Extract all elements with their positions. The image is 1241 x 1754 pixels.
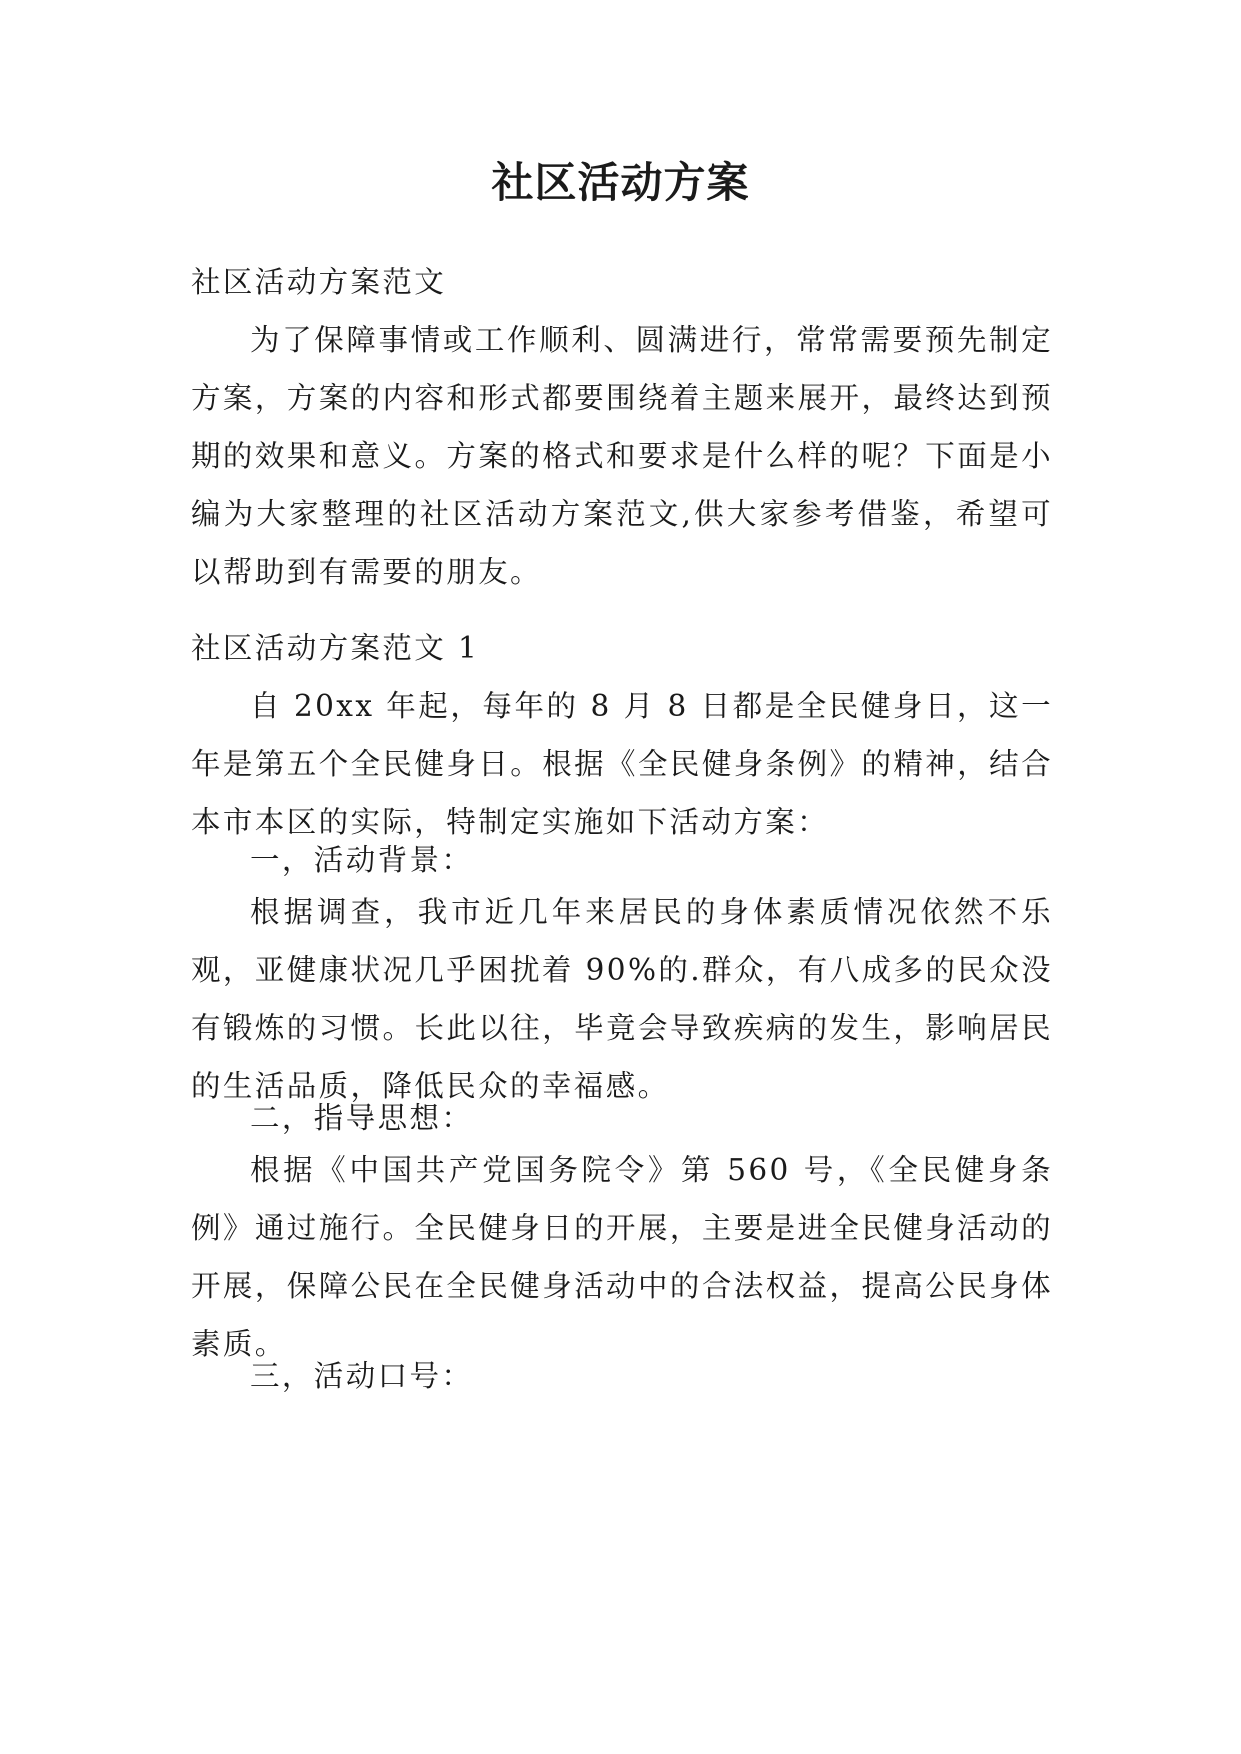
section2-paragraph: 根据《中国共产党国务院令》第 560 号，《全民健身条例》通过施行。全民健身日的开展，主要是进全民健身活动的开展，保障公民在全民健身活动中的合法权益，提高公民身体素质。: [191, 1153, 1053, 1361]
section1-paragraph: 根据调查，我市近几年来居民的身体素质情况依然不乐观，亚健康状况几乎困扰着 90%的.群众，有八成多的民众没有锻炼的习惯。长此以往，毕竟会导致疾病的发生，影响居民的生活品质，降低民众的幸福感。: [191, 895, 1053, 1103]
sample-heading: 社区活动方案范文 1: [191, 631, 480, 665]
section3-heading: 三，活动口号：: [250, 1359, 474, 1393]
document-title: 社区活动方案: [491, 158, 750, 207]
intro-paragraph: 为了保障事情或工作顺利、圆满进行，常常需要预先制定方案，方案的内容和形式都要围绕着主题来展开，最终达到预期的效果和意义。方案的格式和要求是什么样的呢？下面是小编为大家整理的社区活动方案范文,供大家参考借鉴，希望可以帮助到有需要的朋友。: [191, 323, 1053, 589]
sample-paragraph: 自 20xx 年起，每年的 8 月 8 日都是全民健身日，这一年是第五个全民健身日。根据《全民健身条例》的精神，结合本市本区的实际，特制定实施如下活动方案：: [191, 689, 1053, 839]
intro-heading: 社区活动方案范文: [191, 265, 447, 299]
section2-heading: 二，指导思想：: [250, 1101, 474, 1135]
section1-heading: 一，活动背景：: [250, 843, 474, 877]
